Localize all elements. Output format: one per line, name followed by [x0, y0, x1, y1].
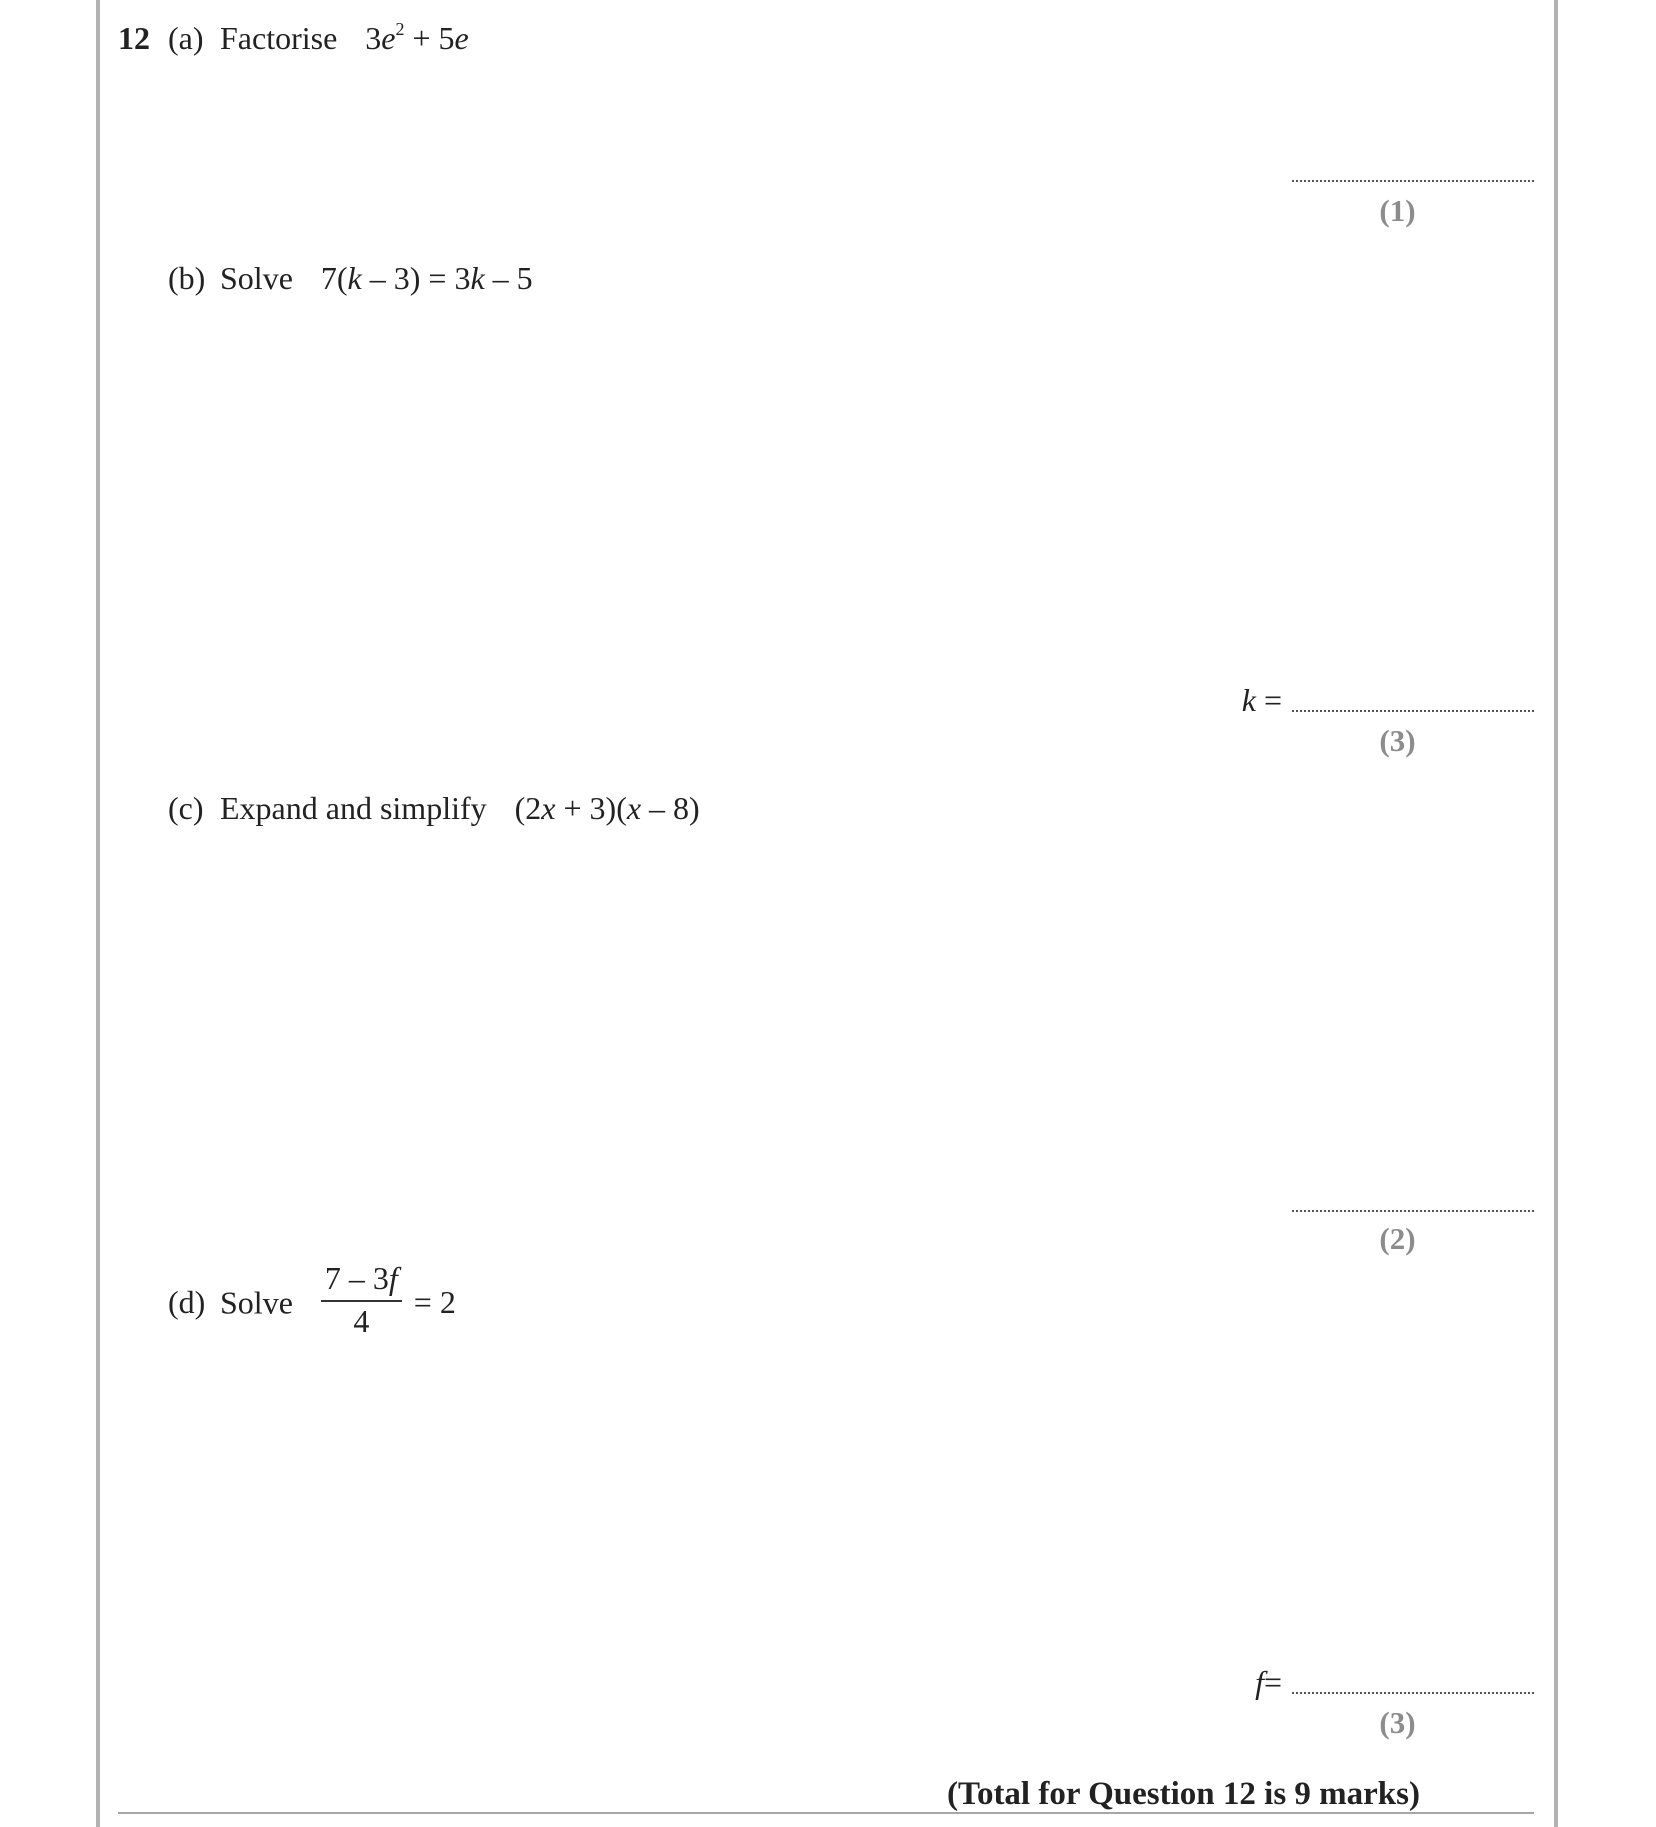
page-frame-right-border [1554, 0, 1558, 1827]
marks-part-a: (1) [1379, 193, 1416, 228]
part-d-rhs: = 2 [413, 1284, 456, 1321]
answer-line-a[interactable] [1180, 150, 1534, 190]
part-b-instruction: Solve [220, 260, 293, 296]
answer-dotted-line [1292, 710, 1534, 712]
answer-variable-f: f= [1255, 1664, 1282, 1700]
part-c-label: (c) [168, 790, 204, 826]
part-d-instruction: Solve [220, 1284, 293, 1321]
answer-dotted-line [1292, 1692, 1534, 1694]
part-d-fraction [321, 1260, 402, 1340]
part-a-instruction: Factorise [220, 20, 338, 56]
question-part-b [168, 258, 533, 298]
question-part-a [118, 18, 469, 58]
bottom-divider [118, 1812, 1534, 1814]
fraction-denominator: 4 [353, 1303, 370, 1339]
answer-variable-k: k = [1241, 682, 1282, 718]
answer-dotted-line [1292, 1210, 1534, 1212]
part-c-instruction: Expand and simplify [220, 790, 487, 826]
answer-dotted-line [1292, 180, 1534, 182]
part-c-expression: (2x + 3)(x – 8) [514, 790, 700, 826]
marks-part-d: (3) [1379, 1705, 1416, 1740]
fraction-numerator: 7 – 3f [321, 1260, 402, 1302]
part-a-expression: $3e^2 + 5e$ [365, 19, 469, 56]
page-frame-left-border [96, 0, 100, 1827]
question-total-marks: (Total for Question 12 is 9 marks) [946, 1776, 1420, 1812]
question-part-d [168, 1260, 456, 1346]
question-number: 12 [118, 20, 150, 56]
answer-line-b[interactable] [1180, 680, 1534, 720]
question-part-c [168, 788, 700, 828]
part-b-label: (b) [168, 260, 206, 296]
answer-line-c[interactable] [1180, 1180, 1534, 1220]
part-d-label: (d) [168, 1284, 206, 1321]
marks-part-c: (2) [1379, 1221, 1416, 1256]
part-b-expression: 7(k – 3) = 3k – 5 [320, 260, 533, 296]
marks-part-b: (3) [1379, 723, 1416, 758]
part-a-label: (a) [168, 20, 204, 56]
answer-line-d[interactable] [1180, 1662, 1534, 1702]
